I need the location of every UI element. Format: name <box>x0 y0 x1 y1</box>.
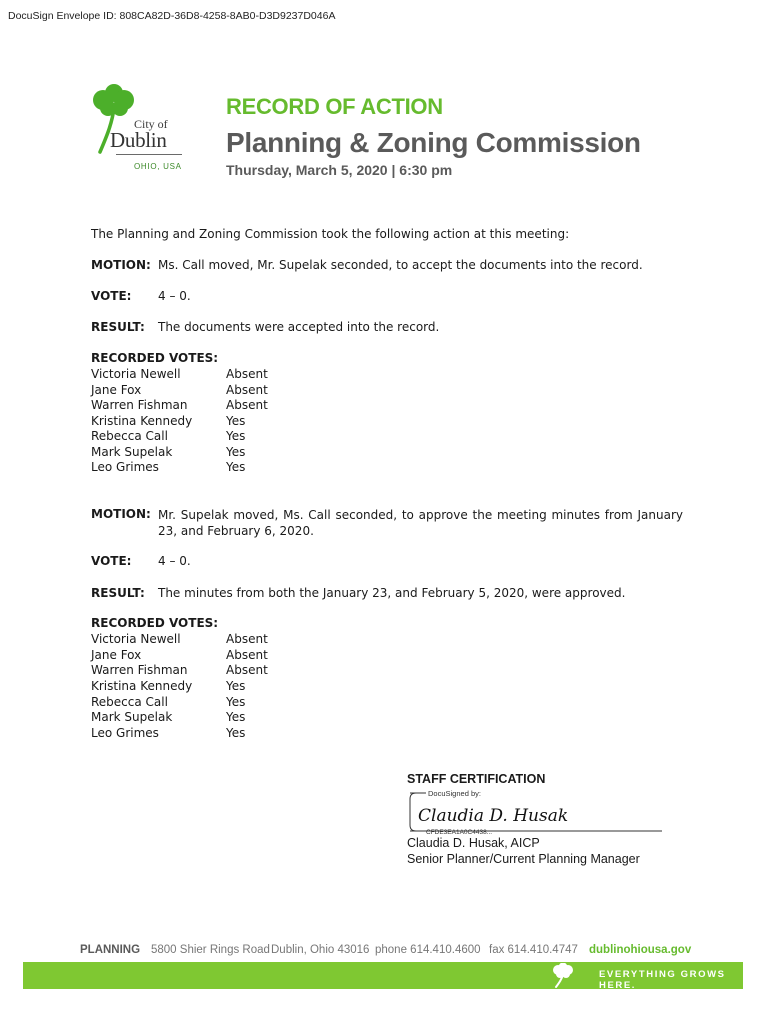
voter-name: Jane Fox <box>91 647 142 662</box>
voter-name: Kristina Kennedy <box>91 679 193 693</box>
voter-name: Leo Grimes <box>91 726 159 740</box>
voter-vote: Yes <box>226 429 246 443</box>
voter-name: Mark Supelak <box>91 710 173 724</box>
voter-vote: Absent <box>226 398 268 412</box>
signer-position: Senior Planner/Current Planning Manager <box>407 852 640 866</box>
docusign-envelope-id: DocuSign Envelope ID: 808CA82D-36D8-4258-8AB0-D3D9237D046A <box>8 10 336 22</box>
voter-vote: Absent <box>226 632 268 646</box>
voter-name: Leo Grimes <box>91 460 159 474</box>
footer-tagline: EVERYTHING GROWS HERE. <box>599 969 726 991</box>
footer-address: 5800 Shier Rings Road <box>151 944 270 956</box>
footer-phone: phone 614.410.4600 <box>375 944 481 956</box>
voter-vote: Absent <box>226 382 268 397</box>
footer-city: Dublin, Ohio 43016 <box>271 944 370 956</box>
vote-count: 4 – 0. <box>158 554 191 568</box>
voter-vote: Yes <box>226 710 246 724</box>
logo-city-of: City of <box>134 117 168 131</box>
intro-text: The Planning and Zoning Commission took the following action at this meeting: <box>91 227 570 241</box>
voter-vote: Yes <box>226 444 246 459</box>
motion-text: Mr. Supelak moved, Ms. Call seconded, to approve the meeting minutes from January 23, and February 6, 2020. <box>158 508 683 538</box>
voter-name: Warren Fishman <box>91 663 188 677</box>
voter-vote: Yes <box>226 726 246 740</box>
result-label: RESULT: <box>91 320 145 334</box>
voter-vote: Yes <box>226 413 246 428</box>
vote-label: VOTE: <box>91 554 132 568</box>
city-of-dublin-logo <box>90 84 190 176</box>
shamrock-icon <box>550 963 576 988</box>
footer-department: PLANNING <box>80 944 141 956</box>
voter-name: Victoria Newell <box>91 632 181 646</box>
motion-label: MOTION: <box>91 258 151 272</box>
footer-fax: fax 614.410.4747 <box>489 944 578 956</box>
voter-vote: Absent <box>226 367 268 381</box>
record-of-action-heading: RECORD OF ACTION <box>226 94 443 119</box>
voter-name: Victoria Newell <box>91 367 181 381</box>
footer-green-banner <box>23 962 743 989</box>
voter-name: Mark Supelak <box>91 444 173 459</box>
voter-vote: Yes <box>226 694 246 709</box>
vote-label: VOTE: <box>91 289 132 303</box>
docusign-signature-id: CFDE3EA1A0C4438... <box>426 829 493 835</box>
docusigned-by-label: DocuSigned by: <box>428 789 481 798</box>
docusign-signature-block <box>406 789 662 835</box>
voter-name: Jane Fox <box>91 382 142 397</box>
voter-name: Rebecca Call <box>91 429 168 443</box>
motion-text: Ms. Call moved, Mr. Supelak seconded, to accept the documents into the record. <box>158 258 643 272</box>
result-text: The documents were accepted into the record. <box>158 320 440 334</box>
voter-vote: Yes <box>226 460 246 474</box>
voter-vote: Absent <box>226 647 268 662</box>
voter-name: Rebecca Call <box>91 694 168 709</box>
logo-dublin: Dublin <box>110 128 167 152</box>
result-text: The minutes from both the January 23, and February 5, 2020, were approved. <box>158 586 626 600</box>
staff-certification-title: STAFF CERTIFICATION <box>407 772 546 786</box>
footer-website-link[interactable]: dublinohiousa.gov <box>589 944 692 956</box>
result-label: RESULT: <box>91 586 145 600</box>
meeting-date: Thursday, March 5, 2020 | 6:30 pm <box>226 162 453 178</box>
recorded-votes-title: RECORDED VOTES: <box>91 351 219 365</box>
motion-label: MOTION: <box>91 507 151 521</box>
logo-ohio-usa: OHIO, USA <box>134 162 182 171</box>
recorded-votes-title: RECORDED VOTES: <box>91 616 219 630</box>
vote-count: 4 – 0. <box>158 289 191 303</box>
handwritten-signature: Claudia D. Husak <box>418 806 569 826</box>
voter-vote: Yes <box>226 679 246 693</box>
voter-vote: Absent <box>226 663 268 677</box>
voter-name: Kristina Kennedy <box>91 413 193 428</box>
voter-name: Warren Fishman <box>91 398 188 412</box>
logo-divider <box>116 154 182 155</box>
signer-name: Claudia D. Husak, AICP <box>407 836 540 850</box>
commission-title: Planning & Zoning Commission <box>226 127 641 158</box>
